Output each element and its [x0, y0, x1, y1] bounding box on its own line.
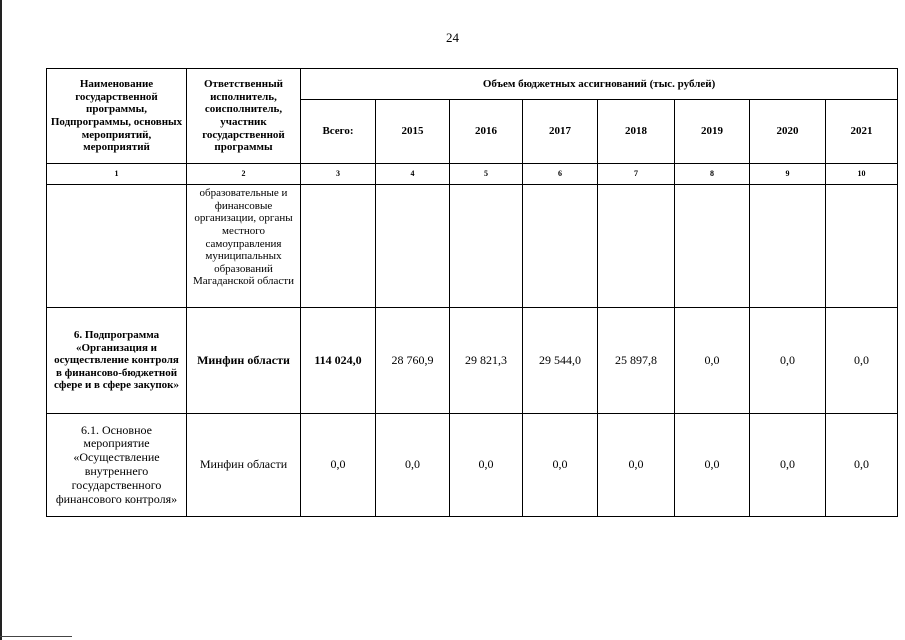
header-responsible: Ответственный исполнитель, соисполнитель, участник государственной программы	[187, 69, 301, 164]
row-value: 29 821,3	[450, 308, 523, 414]
column-number: 3	[301, 164, 376, 185]
row-value: 0,0	[376, 414, 450, 517]
row-responsible: Минфин области	[187, 414, 301, 517]
header-year-2015: 2015	[376, 100, 450, 164]
row-value: 28 760,9	[376, 308, 450, 414]
row-value: 0,0	[750, 414, 826, 517]
row-name	[47, 185, 187, 308]
column-number: 8	[675, 164, 750, 185]
row-value: 29 544,0	[523, 308, 598, 414]
column-number: 4	[376, 164, 450, 185]
column-number: 7	[598, 164, 675, 185]
budget-table	[46, 68, 898, 517]
table-row	[47, 414, 898, 517]
table-row	[47, 308, 898, 414]
row-total: 0,0	[301, 414, 376, 517]
header-year-2019: 2019	[675, 100, 750, 164]
header-year-2018: 2018	[598, 100, 675, 164]
row-value: 0,0	[675, 414, 750, 517]
column-number: 10	[826, 164, 898, 185]
row-value	[450, 185, 523, 308]
page-number: 24	[446, 30, 459, 45]
column-number: 5	[450, 164, 523, 185]
row-value	[598, 185, 675, 308]
scan-artifact-line	[0, 636, 72, 637]
column-number: 2	[187, 164, 301, 185]
header-name: Наименование государственной программы, Подпрограммы, основных мероприятий, мероприятий	[47, 69, 187, 164]
header-total: Всего:	[301, 100, 376, 164]
row-value	[376, 185, 450, 308]
row-value: 0,0	[675, 308, 750, 414]
table-row	[47, 185, 898, 308]
row-value	[675, 185, 750, 308]
row-name: 6. Подпрограмма «Организация и осуществление контроля в финансово-бюджетной сфере и в сфере закупок»	[47, 308, 187, 414]
row-value: 25 897,8	[598, 308, 675, 414]
column-number: 1	[47, 164, 187, 185]
row-value: 0,0	[598, 414, 675, 517]
row-total: 114 024,0	[301, 308, 376, 414]
row-total	[301, 185, 376, 308]
column-number: 6	[523, 164, 598, 185]
scan-left-edge	[0, 0, 2, 640]
header-year-2021: 2021	[826, 100, 898, 164]
row-value	[826, 185, 898, 308]
row-value: 0,0	[523, 414, 598, 517]
row-value	[750, 185, 826, 308]
column-number-row	[47, 164, 898, 185]
row-responsible: Минфин области	[187, 308, 301, 414]
row-value: 0,0	[450, 414, 523, 517]
row-name: 6.1. Основное мероприятие «Осуществление внутреннего государственного финансового контроля»	[47, 414, 187, 517]
row-value: 0,0	[750, 308, 826, 414]
header-budget-group: Объем бюджетных ассигнований (тыс. рублей)	[301, 69, 898, 100]
header-year-2016: 2016	[450, 100, 523, 164]
header-year-2017: 2017	[523, 100, 598, 164]
row-value: 0,0	[826, 308, 898, 414]
row-value	[523, 185, 598, 308]
column-number: 9	[750, 164, 826, 185]
header-year-2020: 2020	[750, 100, 826, 164]
row-value: 0,0	[826, 414, 898, 517]
row-responsible: образовательные и финансовые организации, органы местного самоуправления муниципальных образований Магаданской области	[187, 185, 301, 308]
